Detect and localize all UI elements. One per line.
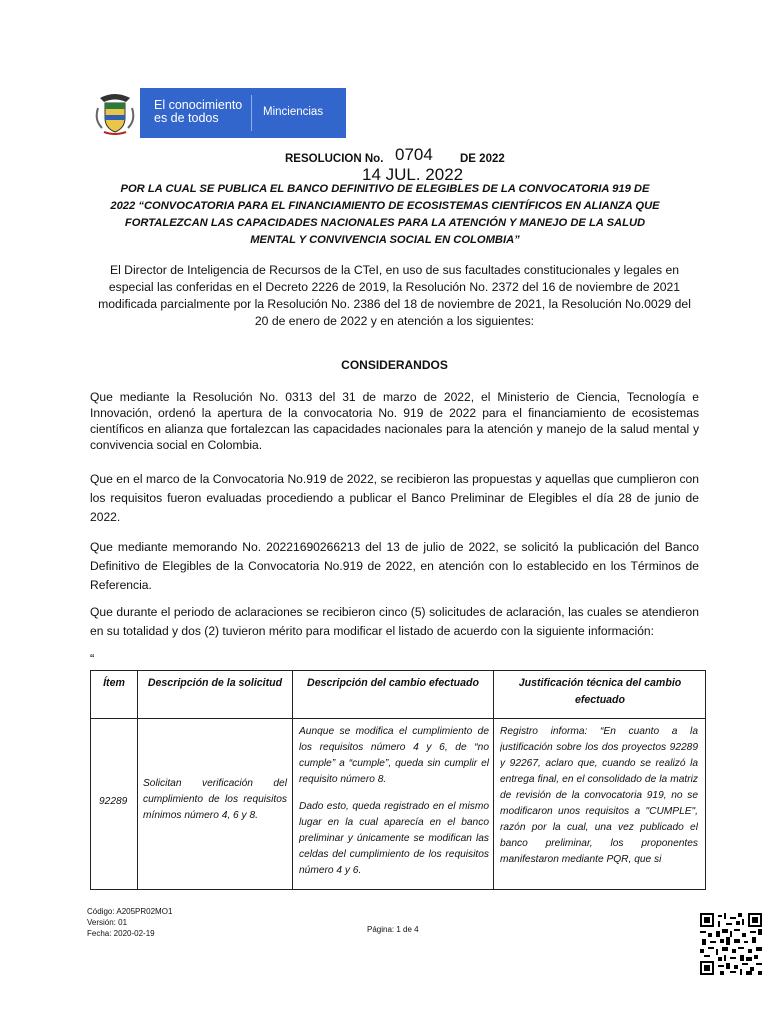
footer-metadata (87, 906, 172, 939)
header-logo (90, 88, 342, 138)
resolution-title: POR LA CUAL SE PUBLICA EL BANCO DEFINITIVO DE ELEGIBLES DE LA CONVOCATORIA 919 DE 2022 “CONVOCATORIA PARA EL FINANCIAMIENTO DE ECOSISTEMAS CIENTÍFICOS EN ALIANZA QUE FORTALEZCAN LAS CAPACIDADES NACIONALES PARA LA ATENCIÓN Y MANEJO DE LA SALUD MENTAL Y CONVIVENCIA SOCIAL EN COLOMBIA” (110, 183, 660, 246)
change-paragraph-1: Aunque se modifica el cumplimiento de los requisitos número 4 y 6, de “no cumple” a “cumple”, queda sin cumplir el requisito número 8. (299, 726, 489, 785)
qr-code-icon (700, 913, 762, 975)
changes-table (90, 670, 706, 890)
considerando-paragraph-2: Que en el marco de la Convocatoria No.919 de 2022, se recibieron las propuestas y aquellas que cumplieron con los requisitos fueron evaluadas procediendo a publicar el Banco Preliminar de Elegibles el día 28 de junio de 2022. (90, 472, 699, 524)
considerando-paragraph-4: Que durante el periodo de aclaraciones se recibieron cinco (5) solicitudes de aclaración, las cuales se atendieron en su totalidad y dos (2) tuvieron mérito para modificar el listado de acuerdo con la siguiente información: (90, 605, 699, 638)
quote-mark: “ (90, 651, 95, 666)
section-heading: CONSIDERANDOS (341, 358, 448, 372)
page-number: Página: 1 de 4 (367, 925, 419, 934)
table-cell-change (299, 724, 489, 879)
ministry-name: Minciencias (263, 106, 324, 118)
change-paragraph-2: Dado esto, queda registrado en el mismo lugar en la cual aparecía en el banco preliminar y únicamente se modifican las celdas del cumplimiento de los requisitos número 4 y 6. (299, 801, 489, 876)
resolution-number: 0704 (395, 145, 433, 164)
intro-paragraph: El Director de Inteligencia de Recursos de la CTeI, en uso de sus facultades constitucionales y legales en especial las conferidas en el Decreto 2226 de 2019, la Resolución No. 2372 del 16 de noviembre de 2021 modificada parcialmente por la Resolución No. 2386 del 18 de noviembre de 2021, la Resolución No.0029 del 20 de enero de 2022 y en atención a los siguientes: (98, 263, 691, 328)
table-header-change: Descripción del cambio efectuado (307, 677, 479, 689)
resolution-label: RESOLUCION No. (285, 153, 384, 165)
considerando-paragraph-1: Que mediante la Resolución No. 0313 del 31 de marzo de 2022, el Ministerio de Ciencia, Tecnología e Innovación, ordenó la apertura de la convocatoria No. 919 de 2022 para el financiamiento de ecosistemas científicos en alianza que fortalezcan las capacidades nacionales para la atención y manejo de la salud mental y convivencia social en Colombia. (90, 390, 699, 452)
footer-version: Versión: 01 (87, 918, 128, 927)
resolution-year: DE 2022 (460, 153, 505, 165)
table-header-item: Ítem (103, 677, 125, 689)
table-header-justification: Justificación técnica del cambio efectuado (518, 677, 682, 706)
slogan-line-2: es de todos (154, 111, 219, 125)
footer-code: Código: A205PR02MO1 (87, 907, 173, 916)
table-cell-justification: Registro informa: “En cuanto a la justificación sobre los dos proyectos 92289 y 92267, aclaro que, cuando se realizó la entrega final, en el consolidado de la matriz de revisión de la convocatoria 919, no se modificaron unos requisitos a "CUMPLE", razón por la cual, una vez publicado el banco preliminar, los proponentes manifestaron mediante PQR, que si (500, 726, 698, 865)
table-cell-request: Solicitan verificación del cumplimiento de los requisitos mínimos número 4, 6 y 8. (143, 778, 287, 821)
logo-divider (251, 95, 252, 131)
considerando-paragraph-3: Que mediante memorando No. 20221690266213 del 13 de julio de 2022, se solicitó la publicación del Banco Definitivo de Elegibles de la Convocatoria No.919 de 2022, en atención con lo establecido en los Términos de Referencia. (90, 540, 699, 592)
table-header-request: Descripción de la solicitud (147, 677, 283, 689)
colombia-crest-icon (90, 88, 140, 138)
table-cell-item: 92289 (99, 796, 128, 807)
slogan-line-1: El conocimiento (154, 98, 243, 112)
resolution-date: 14 JUL. 2022 (362, 165, 464, 184)
footer-date: Fecha: 2020-02-19 (87, 929, 155, 938)
